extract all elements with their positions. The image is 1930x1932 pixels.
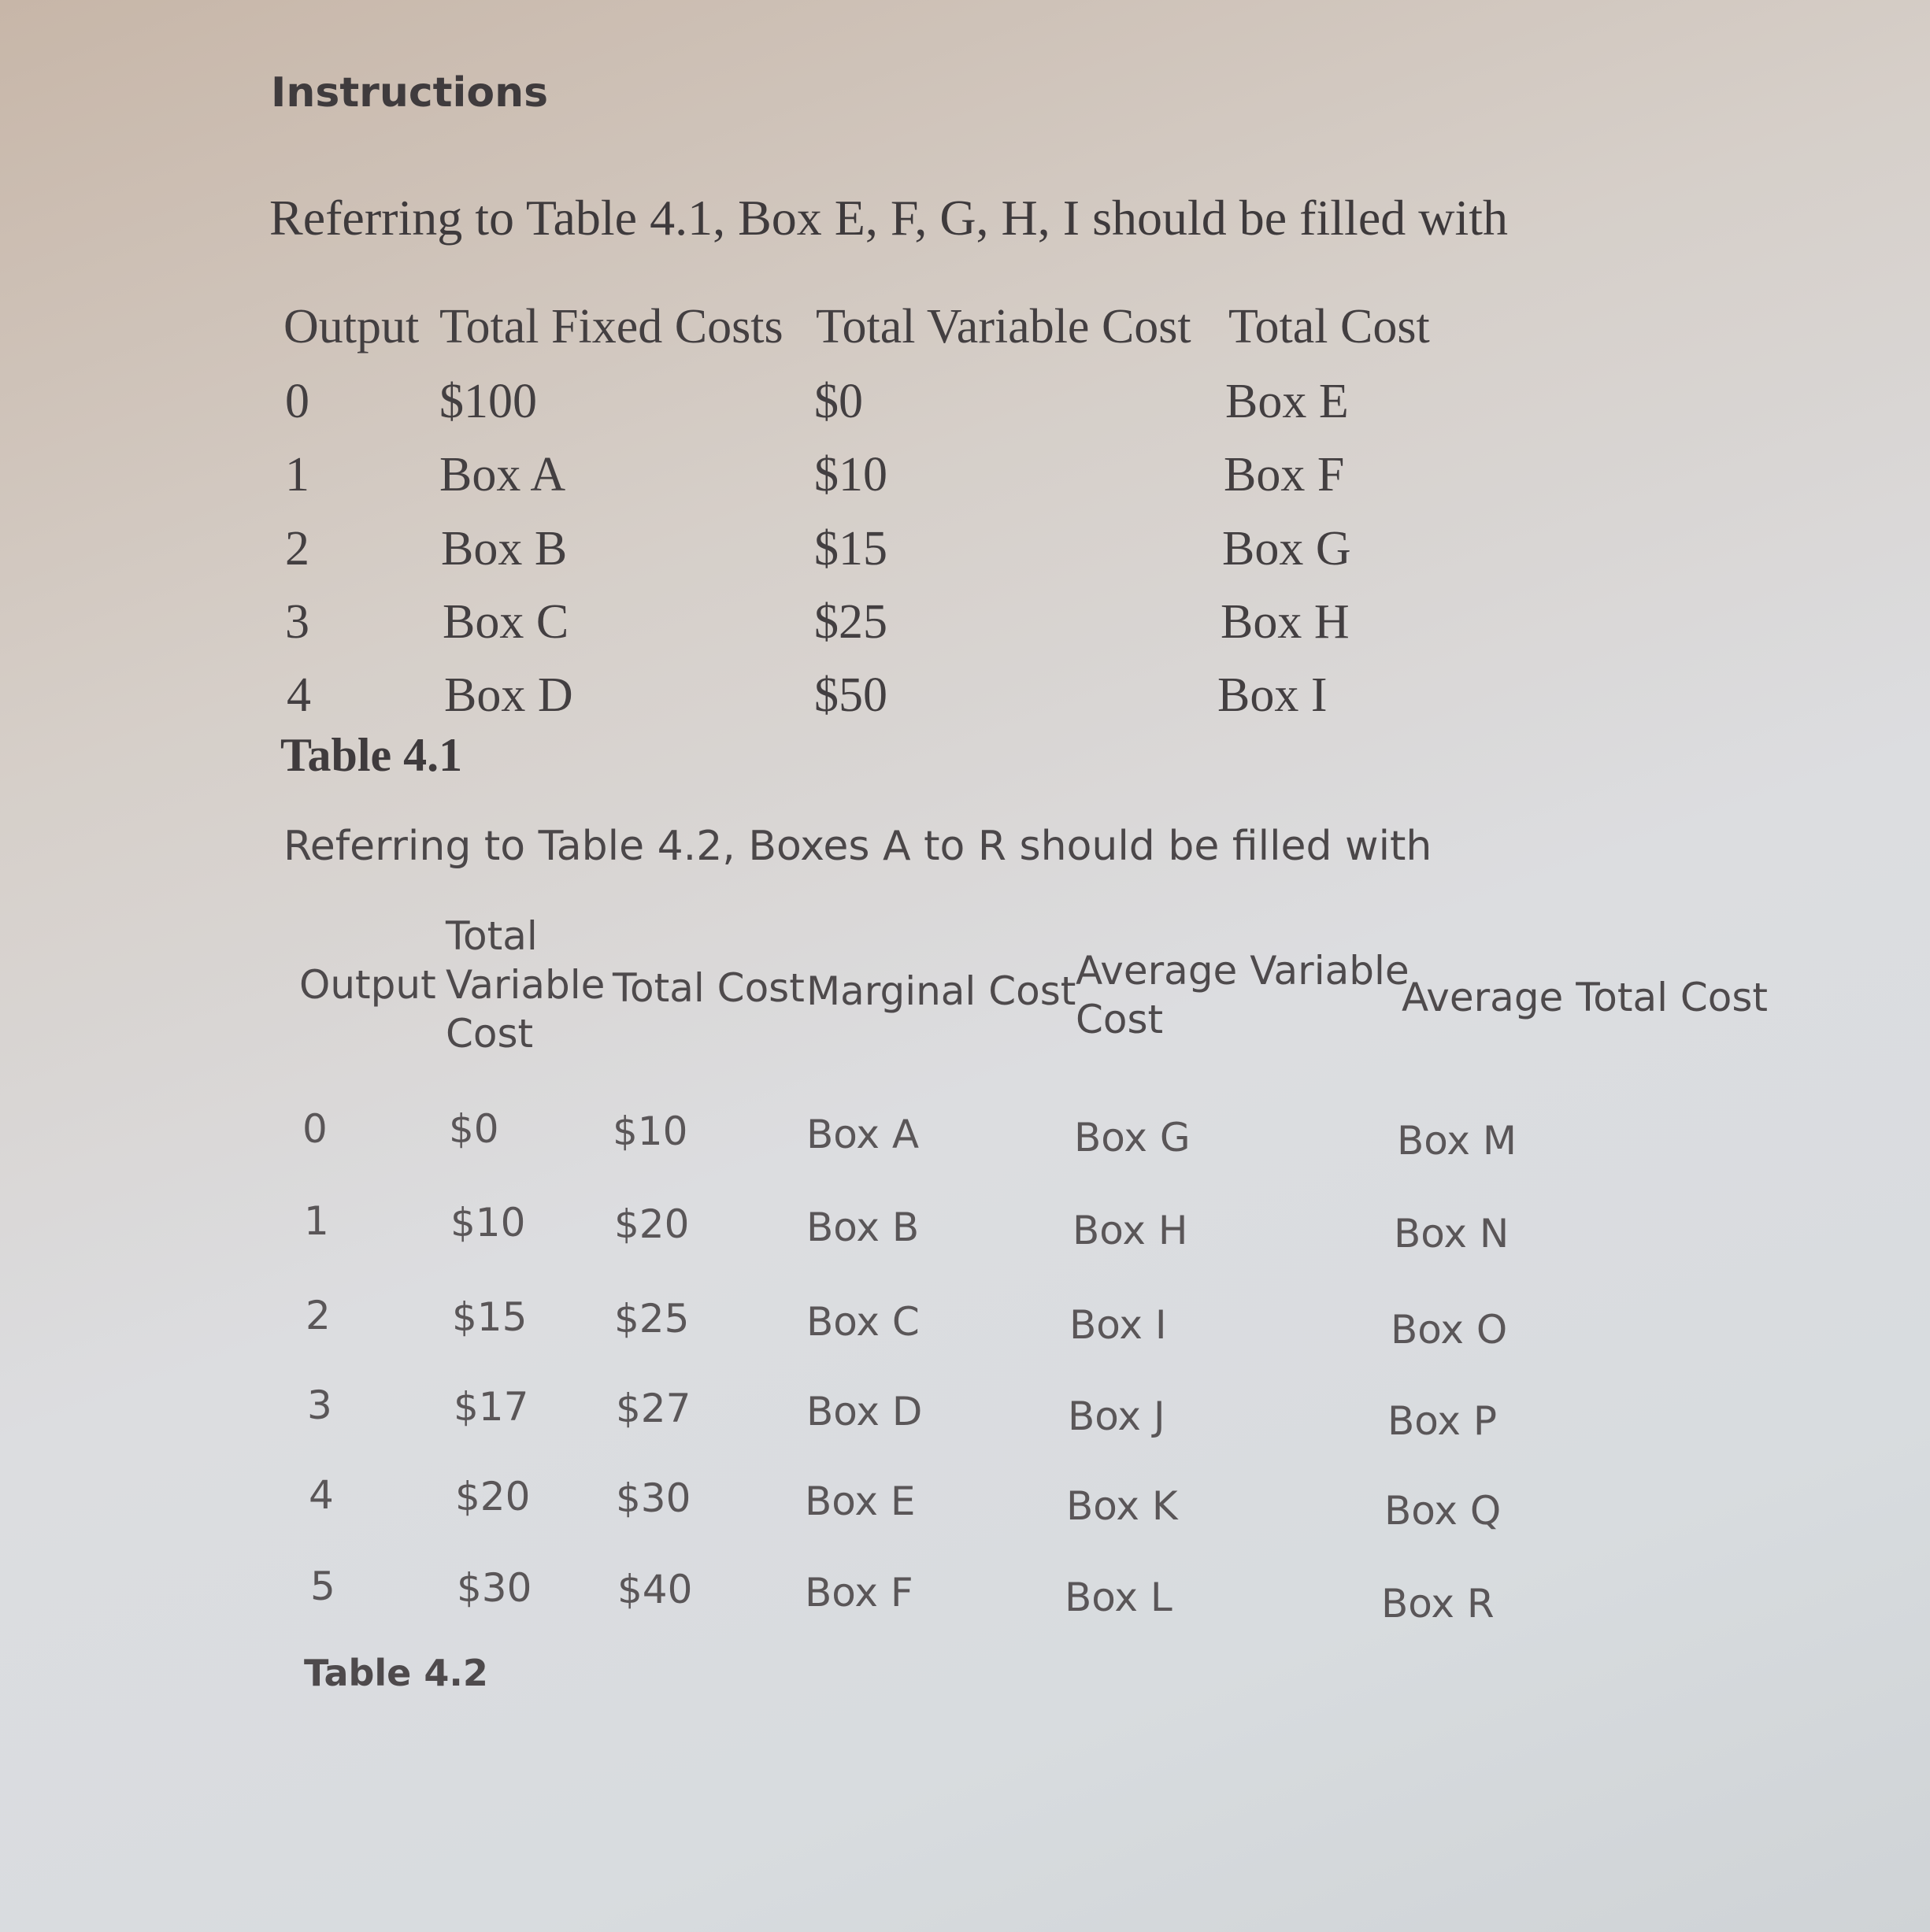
table2-row1-atc: Box N: [1394, 1211, 1510, 1257]
table1-row2-variable: $15: [814, 522, 887, 576]
table1-row2-output: 2: [285, 522, 309, 576]
table2-row5-output: 5: [310, 1564, 335, 1609]
table1-row4-fixed: Box D: [444, 668, 573, 722]
question-2-prompt: Referring to Table 4.2, Boxes A to R should be filled with: [283, 823, 1432, 870]
table2-row3-mc: Box D: [806, 1389, 923, 1434]
table1-header-output: Output: [283, 300, 420, 353]
table2-row4-tvc: $20: [455, 1474, 531, 1519]
table1-header-total-fixed-costs: Total Fixed Costs: [439, 300, 783, 353]
question-1-prompt: Referring to Table 4.1, Box E, F, G, H, I should be filled with: [269, 190, 1508, 246]
table2-row1-mc: Box B: [806, 1205, 920, 1250]
table2-header-tvc-line1: Total: [446, 913, 538, 959]
table2-header-avc-line1: Average Variable: [1076, 948, 1410, 994]
table2-row4-output: 4: [309, 1472, 334, 1518]
table1-row2-total: Box G: [1222, 522, 1351, 576]
table2-row1-tvc: $10: [450, 1200, 526, 1245]
table1-row0-fixed: $100: [439, 375, 537, 428]
table2-row0-tc: $10: [613, 1108, 688, 1154]
table1-row0-variable: $0: [814, 375, 863, 428]
table1-row1-variable: $10: [814, 448, 887, 502]
table2-row0-output: 0: [302, 1106, 328, 1152]
table2-row3-avc: Box J: [1068, 1393, 1165, 1439]
instructions-heading: Instructions: [271, 69, 549, 117]
table2-row0-avc: Box G: [1074, 1115, 1191, 1160]
table2-row1-tc: $20: [614, 1201, 690, 1247]
table2-row0-tvc: $0: [449, 1106, 499, 1152]
table2-row3-output: 3: [307, 1382, 332, 1428]
table2-row2-tvc: $15: [452, 1294, 528, 1340]
table2-row2-avc: Box I: [1069, 1302, 1167, 1348]
table2-row2-mc: Box C: [806, 1299, 920, 1345]
table2-row2-atc: Box O: [1391, 1307, 1508, 1353]
table2-row4-atc: Box Q: [1384, 1488, 1502, 1534]
table2-caption: Table 4.2: [304, 1652, 488, 1694]
table1-row4-variable: $50: [814, 668, 887, 722]
table1-row1-total: Box F: [1224, 448, 1345, 502]
table2-header-average-total-cost: Average Total Cost: [1402, 975, 1769, 1020]
table2-row3-tvc: $17: [454, 1384, 529, 1430]
table1-row4-total: Box I: [1217, 668, 1328, 722]
table2-row4-mc: Box E: [805, 1479, 916, 1524]
table2-row1-avc: Box H: [1072, 1208, 1188, 1253]
table2-row4-avc: Box K: [1066, 1483, 1178, 1529]
table2-row0-mc: Box A: [806, 1112, 920, 1157]
table1-row3-total: Box H: [1221, 595, 1350, 649]
table1-row4-output: 4: [287, 668, 311, 722]
table1-row3-variable: $25: [814, 595, 887, 649]
table2-row2-output: 2: [306, 1293, 331, 1338]
table2-header-marginal-cost: Marginal Cost: [806, 968, 1076, 1014]
table2-row5-tvc: $30: [457, 1565, 532, 1611]
table2-row5-tc: $40: [617, 1567, 693, 1612]
table2-row5-mc: Box F: [805, 1570, 913, 1616]
table1-header-total-cost: Total Cost: [1228, 300, 1430, 353]
table2-row5-atc: Box R: [1381, 1581, 1495, 1627]
table1-row1-output: 1: [285, 448, 309, 502]
table1-caption: Table 4.1: [280, 729, 463, 781]
table1-row0-output: 0: [285, 375, 309, 428]
table2-row1-output: 1: [304, 1198, 329, 1244]
table2-header-tvc-line2: Variable: [446, 962, 606, 1008]
table2-header-output: Output: [299, 962, 436, 1008]
table1-row1-fixed: Box A: [439, 448, 566, 502]
table1-row3-fixed: Box C: [443, 595, 569, 649]
table2-row3-atc: Box P: [1387, 1398, 1497, 1444]
table2-header-avc-line2: Cost: [1076, 997, 1164, 1042]
table2-row3-tc: $27: [616, 1386, 691, 1431]
table1-row2-fixed: Box B: [441, 522, 568, 576]
table2-row4-tc: $30: [616, 1475, 691, 1521]
table2-header-total-cost: Total Cost: [613, 965, 805, 1011]
table1-header-total-variable-cost: Total Variable Cost: [816, 300, 1191, 353]
table1-row0-total: Box E: [1225, 375, 1349, 428]
table2-row5-avc: Box L: [1065, 1575, 1172, 1620]
table2-header-tvc-line3: Cost: [446, 1011, 534, 1057]
table2-row0-atc: Box M: [1397, 1118, 1517, 1164]
table1-row3-output: 3: [285, 595, 309, 649]
table2-row2-tc: $25: [614, 1296, 690, 1342]
